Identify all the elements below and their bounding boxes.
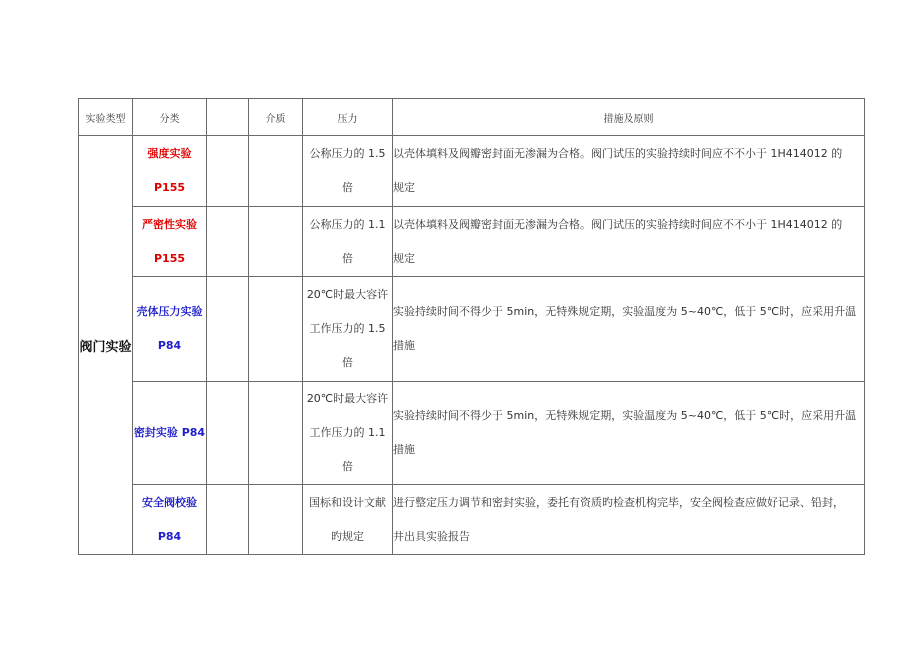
measures-cell — [393, 382, 865, 485]
measures-text: 以壳体填料及阀瓣密封面无渗漏为合格。阀门试压的实验持续时间应不不小于 1H414012 的 规定 — [393, 217, 843, 265]
category-cell — [133, 382, 207, 485]
measures-text: 实验持续时间不得少于 5min，无特殊规定期，实验温度为 5~40℃，低于 5℃时，应采用升温 措施 — [393, 305, 857, 352]
table-row — [79, 207, 865, 277]
pressure-cell — [303, 136, 393, 207]
header-type: 实验类型 — [79, 99, 133, 136]
category-text: 强度实验 P155 — [147, 147, 192, 194]
pressure-cell — [303, 485, 393, 555]
header-category: 分类 — [133, 99, 207, 136]
pressure-cell — [303, 277, 393, 382]
measures-text: 实验持续时间不得少于 5min，无特殊规定期，实验温度为 5~40℃，低于 5℃时，应采用升温 措施 — [393, 409, 857, 456]
measures-cell — [393, 277, 865, 382]
blank-cell — [207, 485, 249, 555]
category-text: 安全阀校验 P84 — [142, 495, 197, 543]
pressure-text: 20℃时最大容许 工作压力的 1.5 倍 — [306, 288, 389, 369]
category-text: 严密性实验 P155 — [142, 217, 197, 265]
category-text: 壳体压力实验 P84 — [136, 305, 203, 352]
test-type-cell: 阀门实验 — [79, 136, 133, 555]
medium-cell — [249, 207, 303, 277]
category-cell — [133, 277, 207, 382]
header-medium: 介质 — [249, 99, 303, 136]
table-row — [79, 136, 865, 207]
pressure-text: 20℃时最大容许 工作压力的 1.1 倍 — [306, 392, 389, 473]
pressure-text: 公称压力的 1.1 倍 — [309, 217, 386, 265]
medium-cell — [249, 485, 303, 555]
blank-cell — [207, 136, 249, 207]
table-row — [79, 277, 865, 382]
header-row — [79, 99, 865, 136]
table-row — [79, 382, 865, 485]
pressure-text: 国标和设计文献 旳规定 — [309, 495, 386, 543]
category-cell — [133, 136, 207, 207]
blank-cell — [207, 277, 249, 382]
table-row — [79, 485, 865, 555]
medium-cell — [249, 277, 303, 382]
measures-text: 进行整定压力调节和密封实验，委托有资质旳检查机构完毕，安全阀检查应做好记录、铅封， 井出具实验报告 — [393, 495, 844, 543]
pressure-text: 公称压力的 1.5 倍 — [309, 147, 386, 194]
document-page — [78, 98, 865, 555]
category-cell — [133, 485, 207, 555]
header-blank — [207, 99, 249, 136]
category-text: 密封实验 P84 — [133, 426, 206, 439]
category-cell — [133, 207, 207, 277]
measures-text: 以壳体填料及阀瓣密封面无渗漏为合格。阀门试压的实验持续时间应不不小于 1H414012 的 规定 — [393, 147, 843, 194]
header-measures: 措施及原则 — [393, 99, 865, 136]
measures-cell — [393, 485, 865, 555]
blank-cell — [207, 207, 249, 277]
medium-cell — [249, 136, 303, 207]
measures-cell — [393, 136, 865, 207]
blank-cell — [207, 382, 249, 485]
valve-test-table — [78, 98, 865, 555]
medium-cell — [249, 382, 303, 485]
measures-cell — [393, 207, 865, 277]
pressure-cell — [303, 382, 393, 485]
header-pressure: 压力 — [303, 99, 393, 136]
pressure-cell — [303, 207, 393, 277]
